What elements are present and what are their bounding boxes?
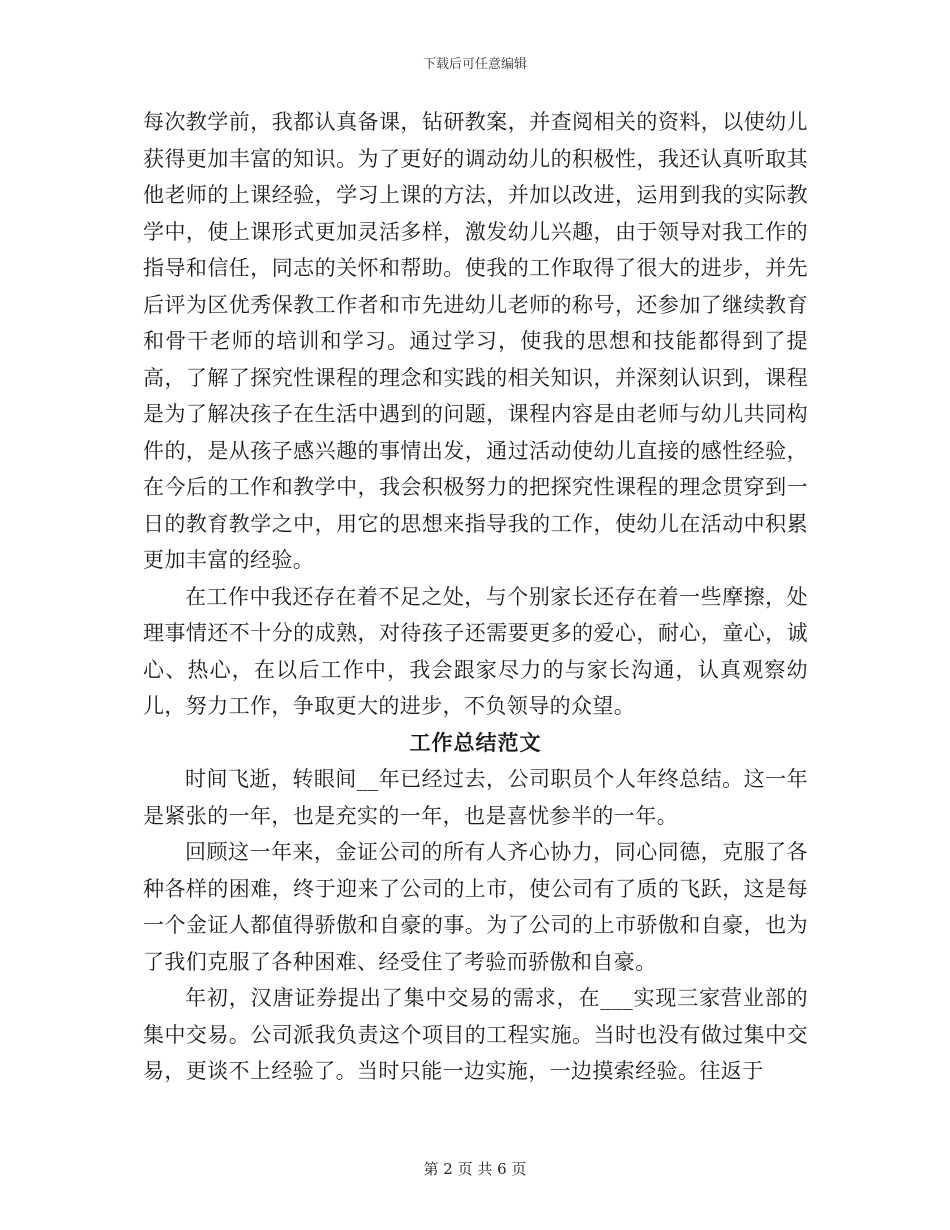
body-paragraph: 在工作中我还存在着不足之处，与个别家长还存在着一些摩擦，处理事情还不十分的成熟，对待孩子还需要更多的爱心，耐心，童心，诚心、热心，在以后工作中，我会跟家尽力的与家长沟通，认真观察幼儿，努力工作，争取更大的进步，不负领导的众望。 — [143, 584, 808, 718]
page-header: 下载后可任意编辑 — [422, 57, 527, 72]
body-paragraph: 年初，汉唐证券提出了集中交易的需求，在___实现三家营业部的集中交易。公司派我负责这个项目的工程实施。当时也没有做过集中交易，更谈不上经验了。当时只能一边实施，一边摸索经验。往返于 — [143, 986, 808, 1083]
section-title: 工作总结范文 — [409, 729, 542, 755]
page-footer: 第 2 页 共 6 页 — [423, 1160, 527, 1178]
body-paragraph: 回顾这一年来，金证公司的所有人齐心协力，同心同德，克服了各种各样的困难，终于迎来了公司的上市，使公司有了质的飞跃，这是每一个金证人都值得骄傲和自豪的事。为了公司的上市骄傲和自豪，也为了我们克服了各种困难、经受住了考验而骄傲和自豪。 — [143, 840, 808, 974]
body-paragraph: 时间飞逝，转眼间__年已经过去，公司职员个人年终总结。这一年是紧张的一年，也是充实的一年，也是喜忧参半的一年。 — [143, 767, 808, 828]
document-body — [143, 104, 808, 1090]
body-paragraph: 每次教学前，我都认真备课，钻研教案，并查阅相关的资料，以使幼儿获得更加丰富的知识。为了更好的调动幼儿的积极性，我还认真听取其他老师的上课经验，学习上课的方法，并加以改进，运用到我的实际教学中，使上课形式更加灵活多样，激发幼儿兴趣，由于领导对我工作的指导和信任，同志的关怀和帮助。使我的工作取得了很大的进步，并先后评为区优秀保教工作者和市先进幼儿老师的称号，还参加了继续教育和骨干老师的培训和学习。通过学习，使我的思想和技能都得到了提高，了解了探究性课程的理念和实践的相关知识，并深刻认识到，课程是为了解决孩子在生活中遇到的问题，课程内容是由老师与幼儿共同构件的，是从孩子感兴趣的事情出发，通过活动使幼儿直接的感性经验，在今后的工作和教学中，我会积极努力的把探究性课程的理念贯穿到一日的教育教学之中，用它的思想来指导我的工作，使幼儿在活动中积累更加丰富的经验。 — [143, 110, 808, 572]
